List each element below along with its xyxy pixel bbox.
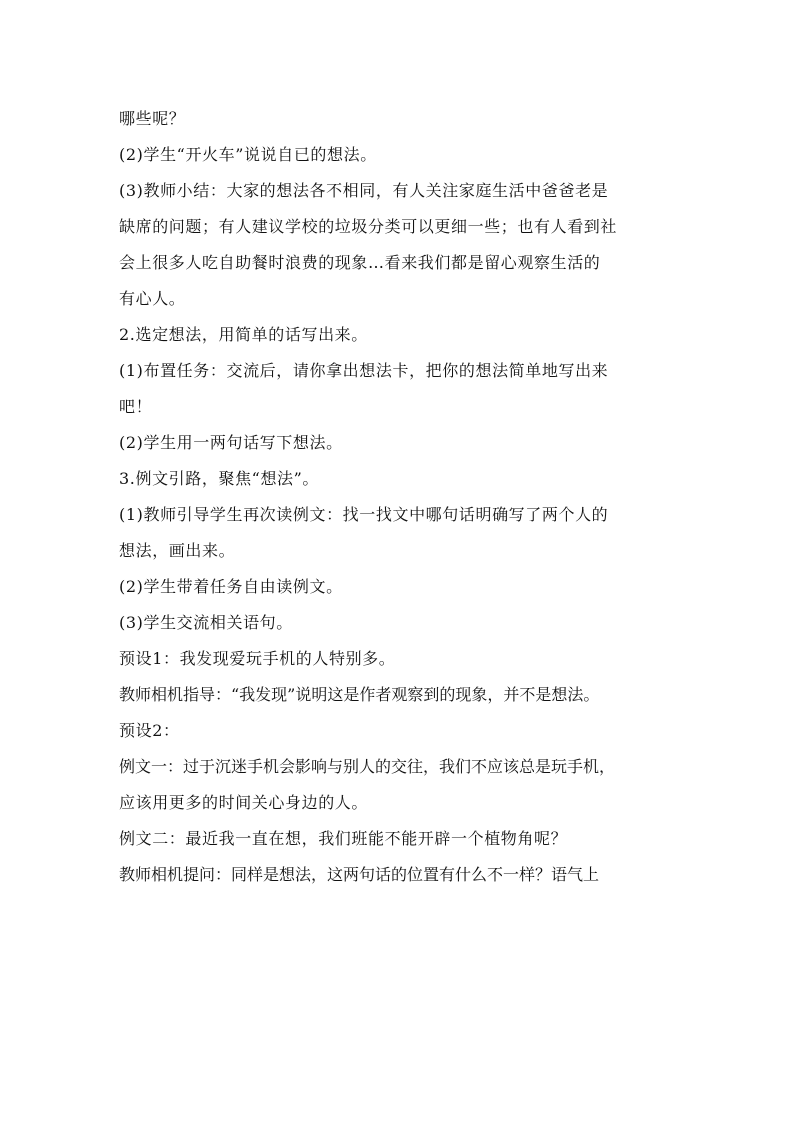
text-line: 教师相机指导：“我发现”说明这是作者观察到的现象，并不是想法。 (119, 685, 600, 704)
text-line: 应该用更多的时间关心身边的人。 (119, 793, 369, 812)
text-line: 缺席的问题；有人建议学校的垃圾分类可以更细一些；也有人看到社 (119, 217, 618, 236)
text-line: 例文一：过于沉迷手机会影响与别人的交往，我们不应该总是玩手机， (119, 757, 616, 776)
text-line: (1)教师引导学生再次读例文：找一找文中哪句话明确写了两个人的 (119, 505, 609, 524)
text-line: 会上很多人吃自助餐时浪费的现象…看来我们都是留心观察生活的 (119, 253, 601, 272)
text-line: (1)布置任务：交流后，请你拿出想法卡，把你的想法简单地写出来 (119, 361, 609, 380)
text-line: (3)学生交流相关语句。 (119, 613, 293, 632)
text-line: 预设1：我发现爱玩手机的人特别多。 (119, 649, 396, 668)
text-line: 有心人。 (119, 289, 186, 308)
text-line: 想法，画出来。 (119, 541, 236, 560)
text-line: 预设2： (119, 721, 180, 740)
text-line: (2)学生用一两句话写下想法。 (119, 433, 343, 452)
text-line: (2)学生“开火车”说说自已的想法。 (119, 145, 377, 164)
text-line: 例文二：最近我一直在想，我们班能不能开辟一个植物角呢？ (119, 829, 568, 848)
text-line: 哪些呢？ (119, 109, 186, 128)
text-line: 吧！ (119, 397, 153, 416)
text-line: 3.例文引路，聚焦“想法”。 (119, 469, 320, 488)
text-line: 2.选定想法，用简单的话写出来。 (119, 325, 368, 344)
document-body (119, 101, 679, 893)
text-line: (2)学生带着任务自由读例文。 (119, 577, 343, 596)
text-line: (3)教师小结：大家的想法各不相同，有人关注家庭生活中爸爸老是 (119, 181, 609, 200)
text-line: 教师相机提问：同样是想法，这两句话的位置有什么不一样？语气上 (119, 865, 600, 884)
